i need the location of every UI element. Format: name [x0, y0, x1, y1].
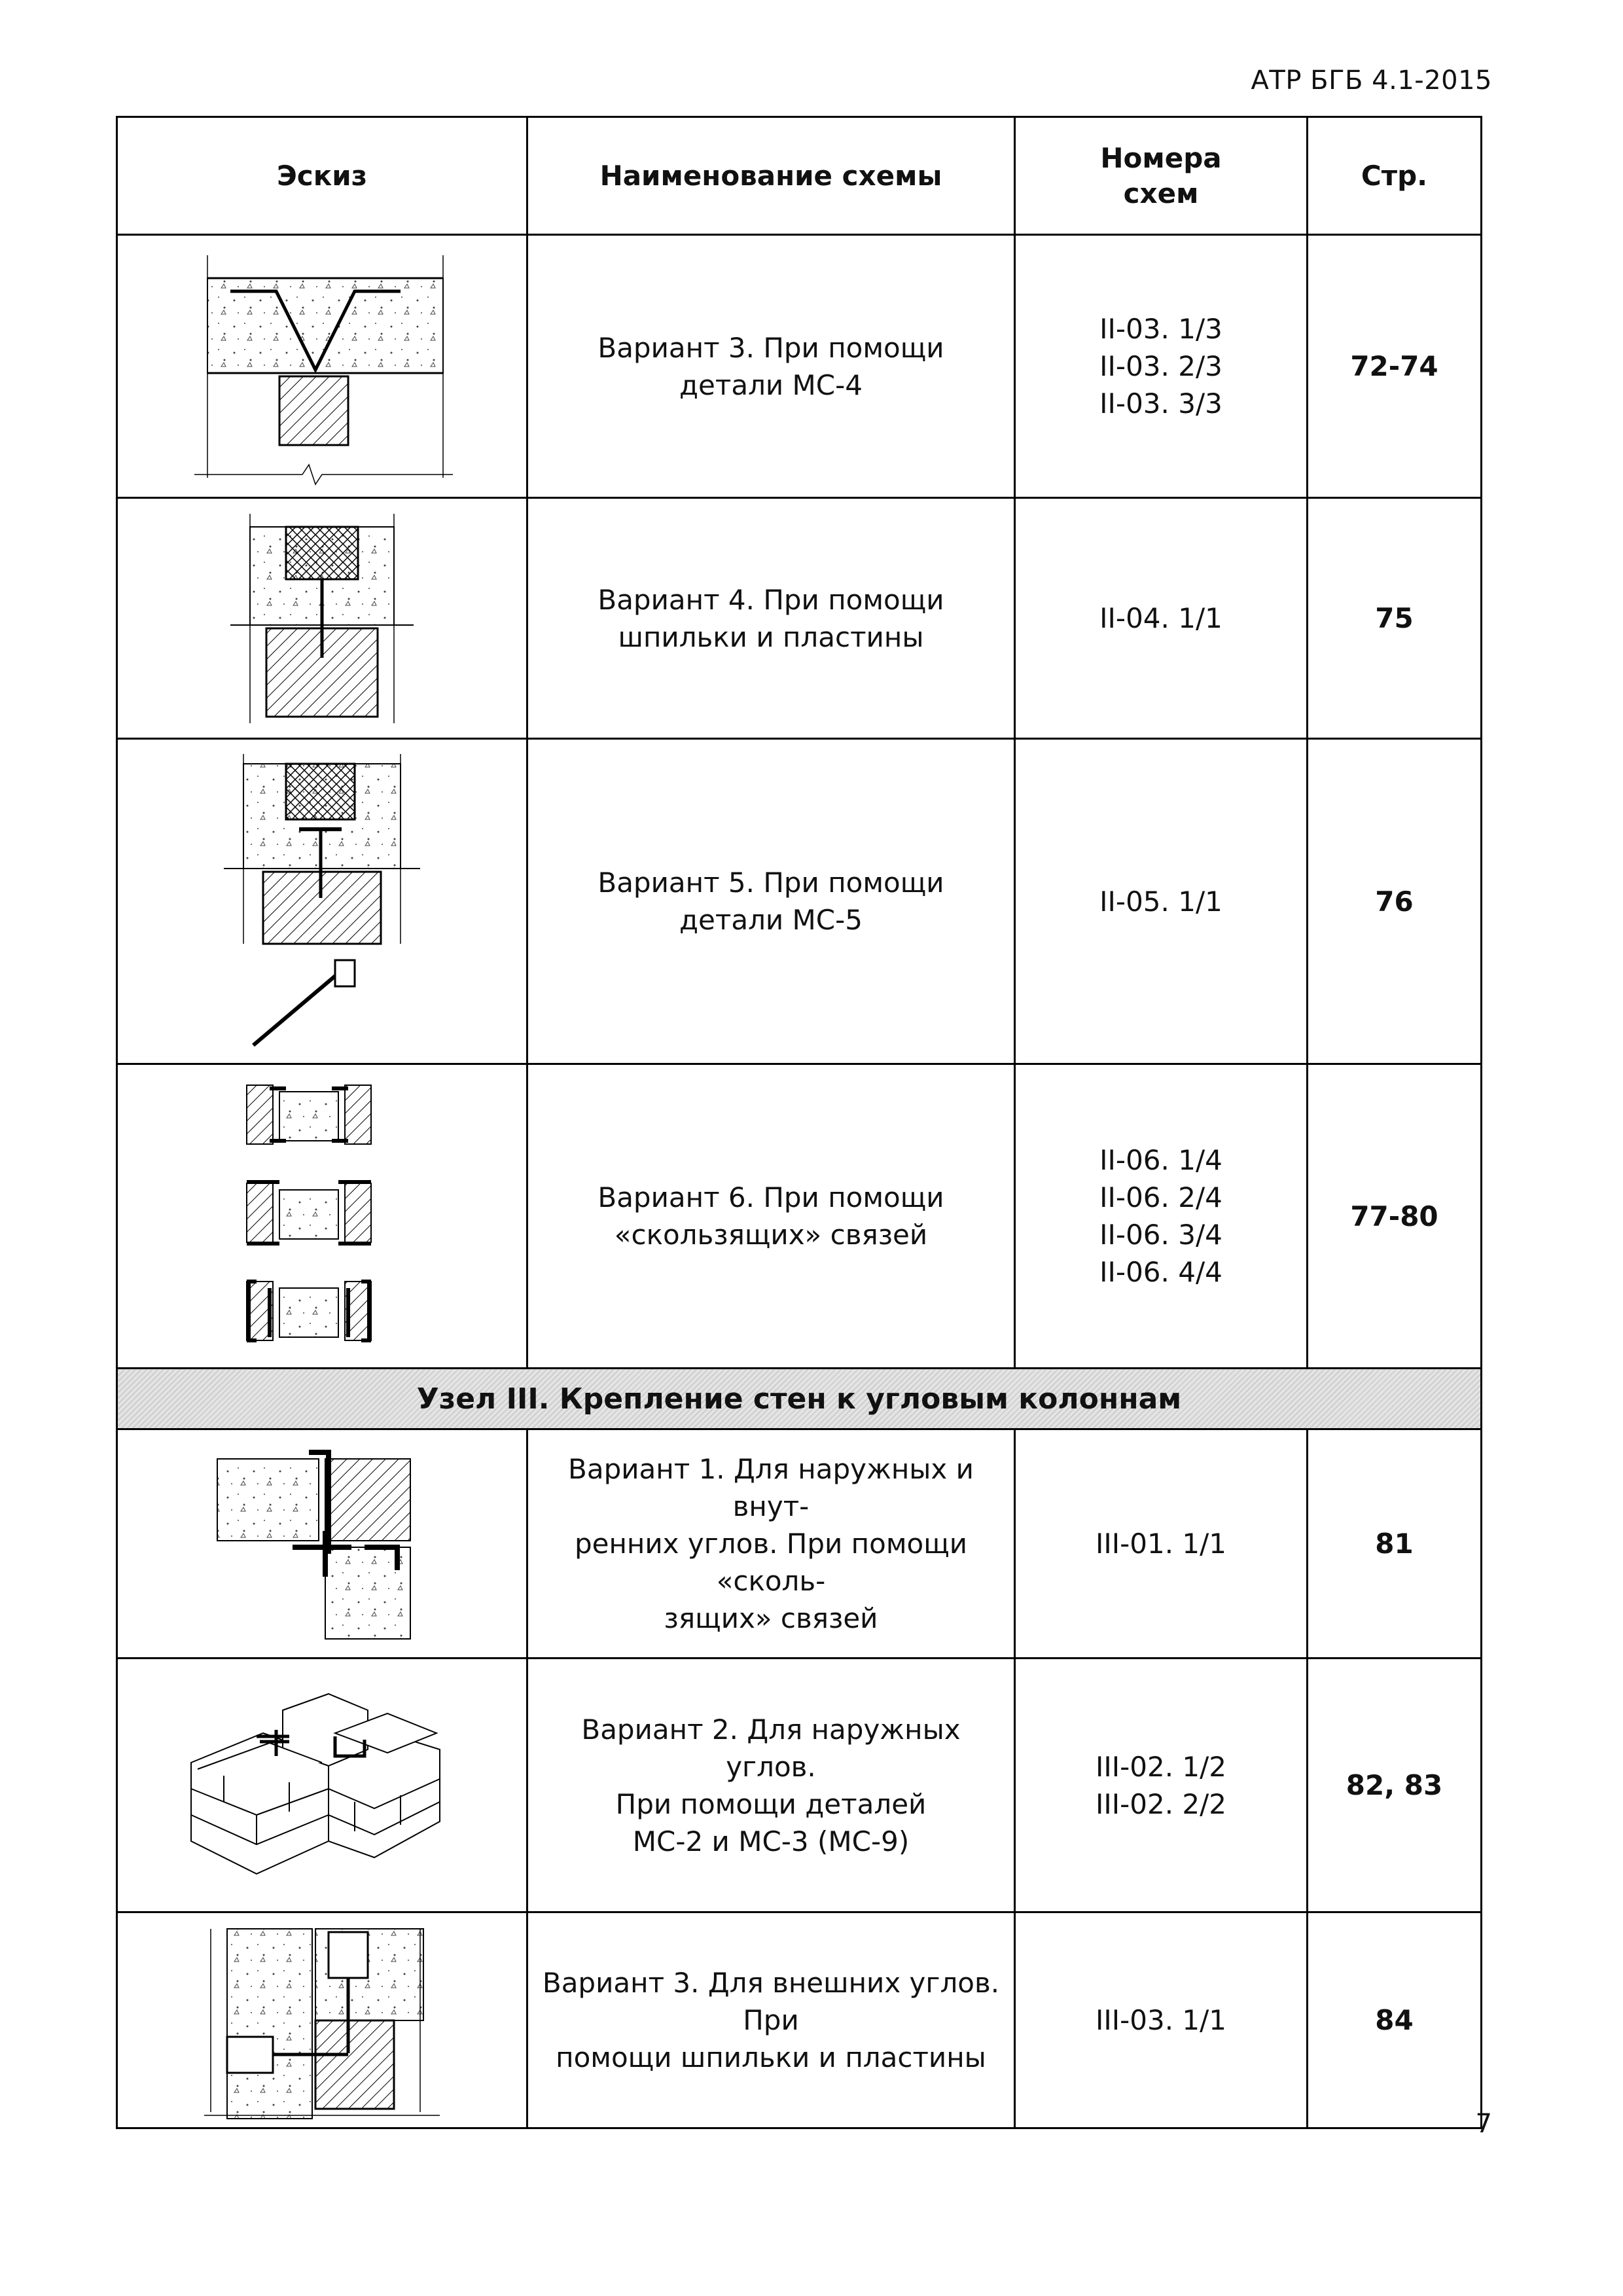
scheme-name-cell: [527, 1429, 1015, 1659]
scheme-name-line: помощи шпильки и пластины: [556, 2041, 986, 2073]
scheme-numbers-cell: [1015, 235, 1308, 498]
scheme-number: III-02. 1/2: [1095, 1750, 1227, 1783]
table-header-row: [117, 117, 1482, 235]
scheme-name-line: Вариант 3. При помощи: [597, 331, 944, 364]
scheme-number: II-06. 3/4: [1099, 1219, 1222, 1251]
sketch-corner-pin-plate-drawing: [191, 1916, 453, 2125]
scheme-name-line: детали МС-4: [679, 368, 863, 401]
sketch-mc5-drawing: [217, 747, 427, 1055]
scheme-name-line: детали МС-5: [679, 904, 863, 936]
scheme-name-cell: [527, 1912, 1015, 2128]
header-sketch: Эскиз: [117, 117, 527, 235]
scheme-name-line: шпильки и пластины: [618, 620, 924, 653]
header-numbers: Номера схем: [1015, 117, 1308, 235]
scheme-number: II-05. 1/1: [1099, 885, 1222, 918]
sketch-cell: [117, 739, 527, 1064]
scheme-name-line: МС-2 и МС-3 (МС-9): [632, 1825, 910, 1857]
scheme-name-cell: [527, 498, 1015, 739]
sketch-sliding-ties-drawing: [243, 1072, 401, 1360]
sketch-cell: [117, 498, 527, 739]
header-pages: Стр.: [1308, 117, 1482, 235]
scheme-name-cell: [527, 1064, 1015, 1369]
section-header-row: [117, 1369, 1482, 1429]
table-row: [117, 739, 1482, 1064]
sketch-pin-plate-drawing: [224, 507, 420, 730]
table-row: [117, 235, 1482, 498]
scheme-numbers-cell: [1015, 739, 1308, 1064]
pages-cell: 77-80: [1308, 1064, 1482, 1369]
pages-cell: 82, 83: [1308, 1659, 1482, 1912]
scheme-name-line: Вариант 2. Для наружных углов.: [581, 1713, 961, 1783]
table-row: [117, 498, 1482, 739]
pages-cell: 75: [1308, 498, 1482, 739]
table-row: [117, 1912, 1482, 2128]
scheme-number: III-03. 1/1: [1095, 2004, 1227, 2036]
table-row: [117, 1659, 1482, 1912]
scheme-numbers-cell: [1015, 498, 1308, 739]
header-name: Наименование схемы: [527, 117, 1015, 235]
scheme-number: III-01. 1/1: [1095, 1528, 1227, 1560]
sketch-corner-sliding-drawing: [198, 1439, 446, 1649]
scheme-numbers-cell: [1015, 1912, 1308, 2128]
table-row: [117, 1064, 1482, 1369]
scheme-name-line: зящих» связей: [664, 1602, 878, 1634]
scheme-name-line: Вариант 1. Для наружных и внут-: [568, 1453, 974, 1522]
scheme-number: III-02. 2/2: [1095, 1787, 1227, 1820]
scheme-number: II-03. 2/3: [1099, 350, 1222, 382]
pages-cell: 84: [1308, 1912, 1482, 2128]
pages-cell: 81: [1308, 1429, 1482, 1659]
scheme-number: II-06. 4/4: [1099, 1256, 1222, 1288]
table-row: [117, 1429, 1482, 1659]
schemes-table: [116, 116, 1482, 2129]
scheme-name-line: «скользящих» связей: [614, 1219, 928, 1251]
scheme-name-line: ренних углов. При помощи «сколь-: [574, 1528, 968, 1597]
sketch-cell: [117, 235, 527, 498]
sketch-cell: [117, 1912, 527, 2128]
scheme-numbers-cell: [1015, 1064, 1308, 1369]
sketch-cell: [117, 1064, 527, 1369]
sketch-cell: [117, 1429, 527, 1659]
scheme-number: II-06. 2/4: [1099, 1181, 1222, 1213]
scheme-name-line: При помощи деталей: [615, 1787, 927, 1820]
scheme-name-line: Вариант 6. При помощи: [597, 1181, 944, 1213]
scheme-number: II-03. 3/3: [1099, 387, 1222, 420]
section-title: Узел III. Крепление стен к угловым колоннам: [117, 1369, 1482, 1429]
scheme-numbers-cell: [1015, 1429, 1308, 1659]
document-code: АТР БГБ 4.1-2015: [1251, 65, 1492, 96]
scheme-number: II-06. 1/4: [1099, 1144, 1222, 1176]
pages-cell: 72-74: [1308, 235, 1482, 498]
page-number: 7: [1475, 2109, 1492, 2139]
scheme-numbers-cell: [1015, 1659, 1308, 1912]
scheme-name-cell: [527, 739, 1015, 1064]
scheme-name-line: Вариант 5. При помощи: [597, 867, 944, 899]
scheme-name-line: Вариант 4. При помощи: [597, 583, 944, 616]
sketch-cell: [117, 1659, 527, 1912]
scheme-name-line: Вариант 3. Для внешних углов. При: [542, 1967, 1000, 2036]
sketch-mc4-drawing: [178, 242, 466, 491]
scheme-name-cell: [527, 1659, 1015, 1912]
pages-cell: 76: [1308, 739, 1482, 1064]
scheme-number: II-03. 1/3: [1099, 313, 1222, 345]
sketch-isometric-corner-drawing: [178, 1671, 466, 1900]
scheme-name-cell: [527, 235, 1015, 498]
scheme-number: II-04. 1/1: [1099, 602, 1222, 634]
